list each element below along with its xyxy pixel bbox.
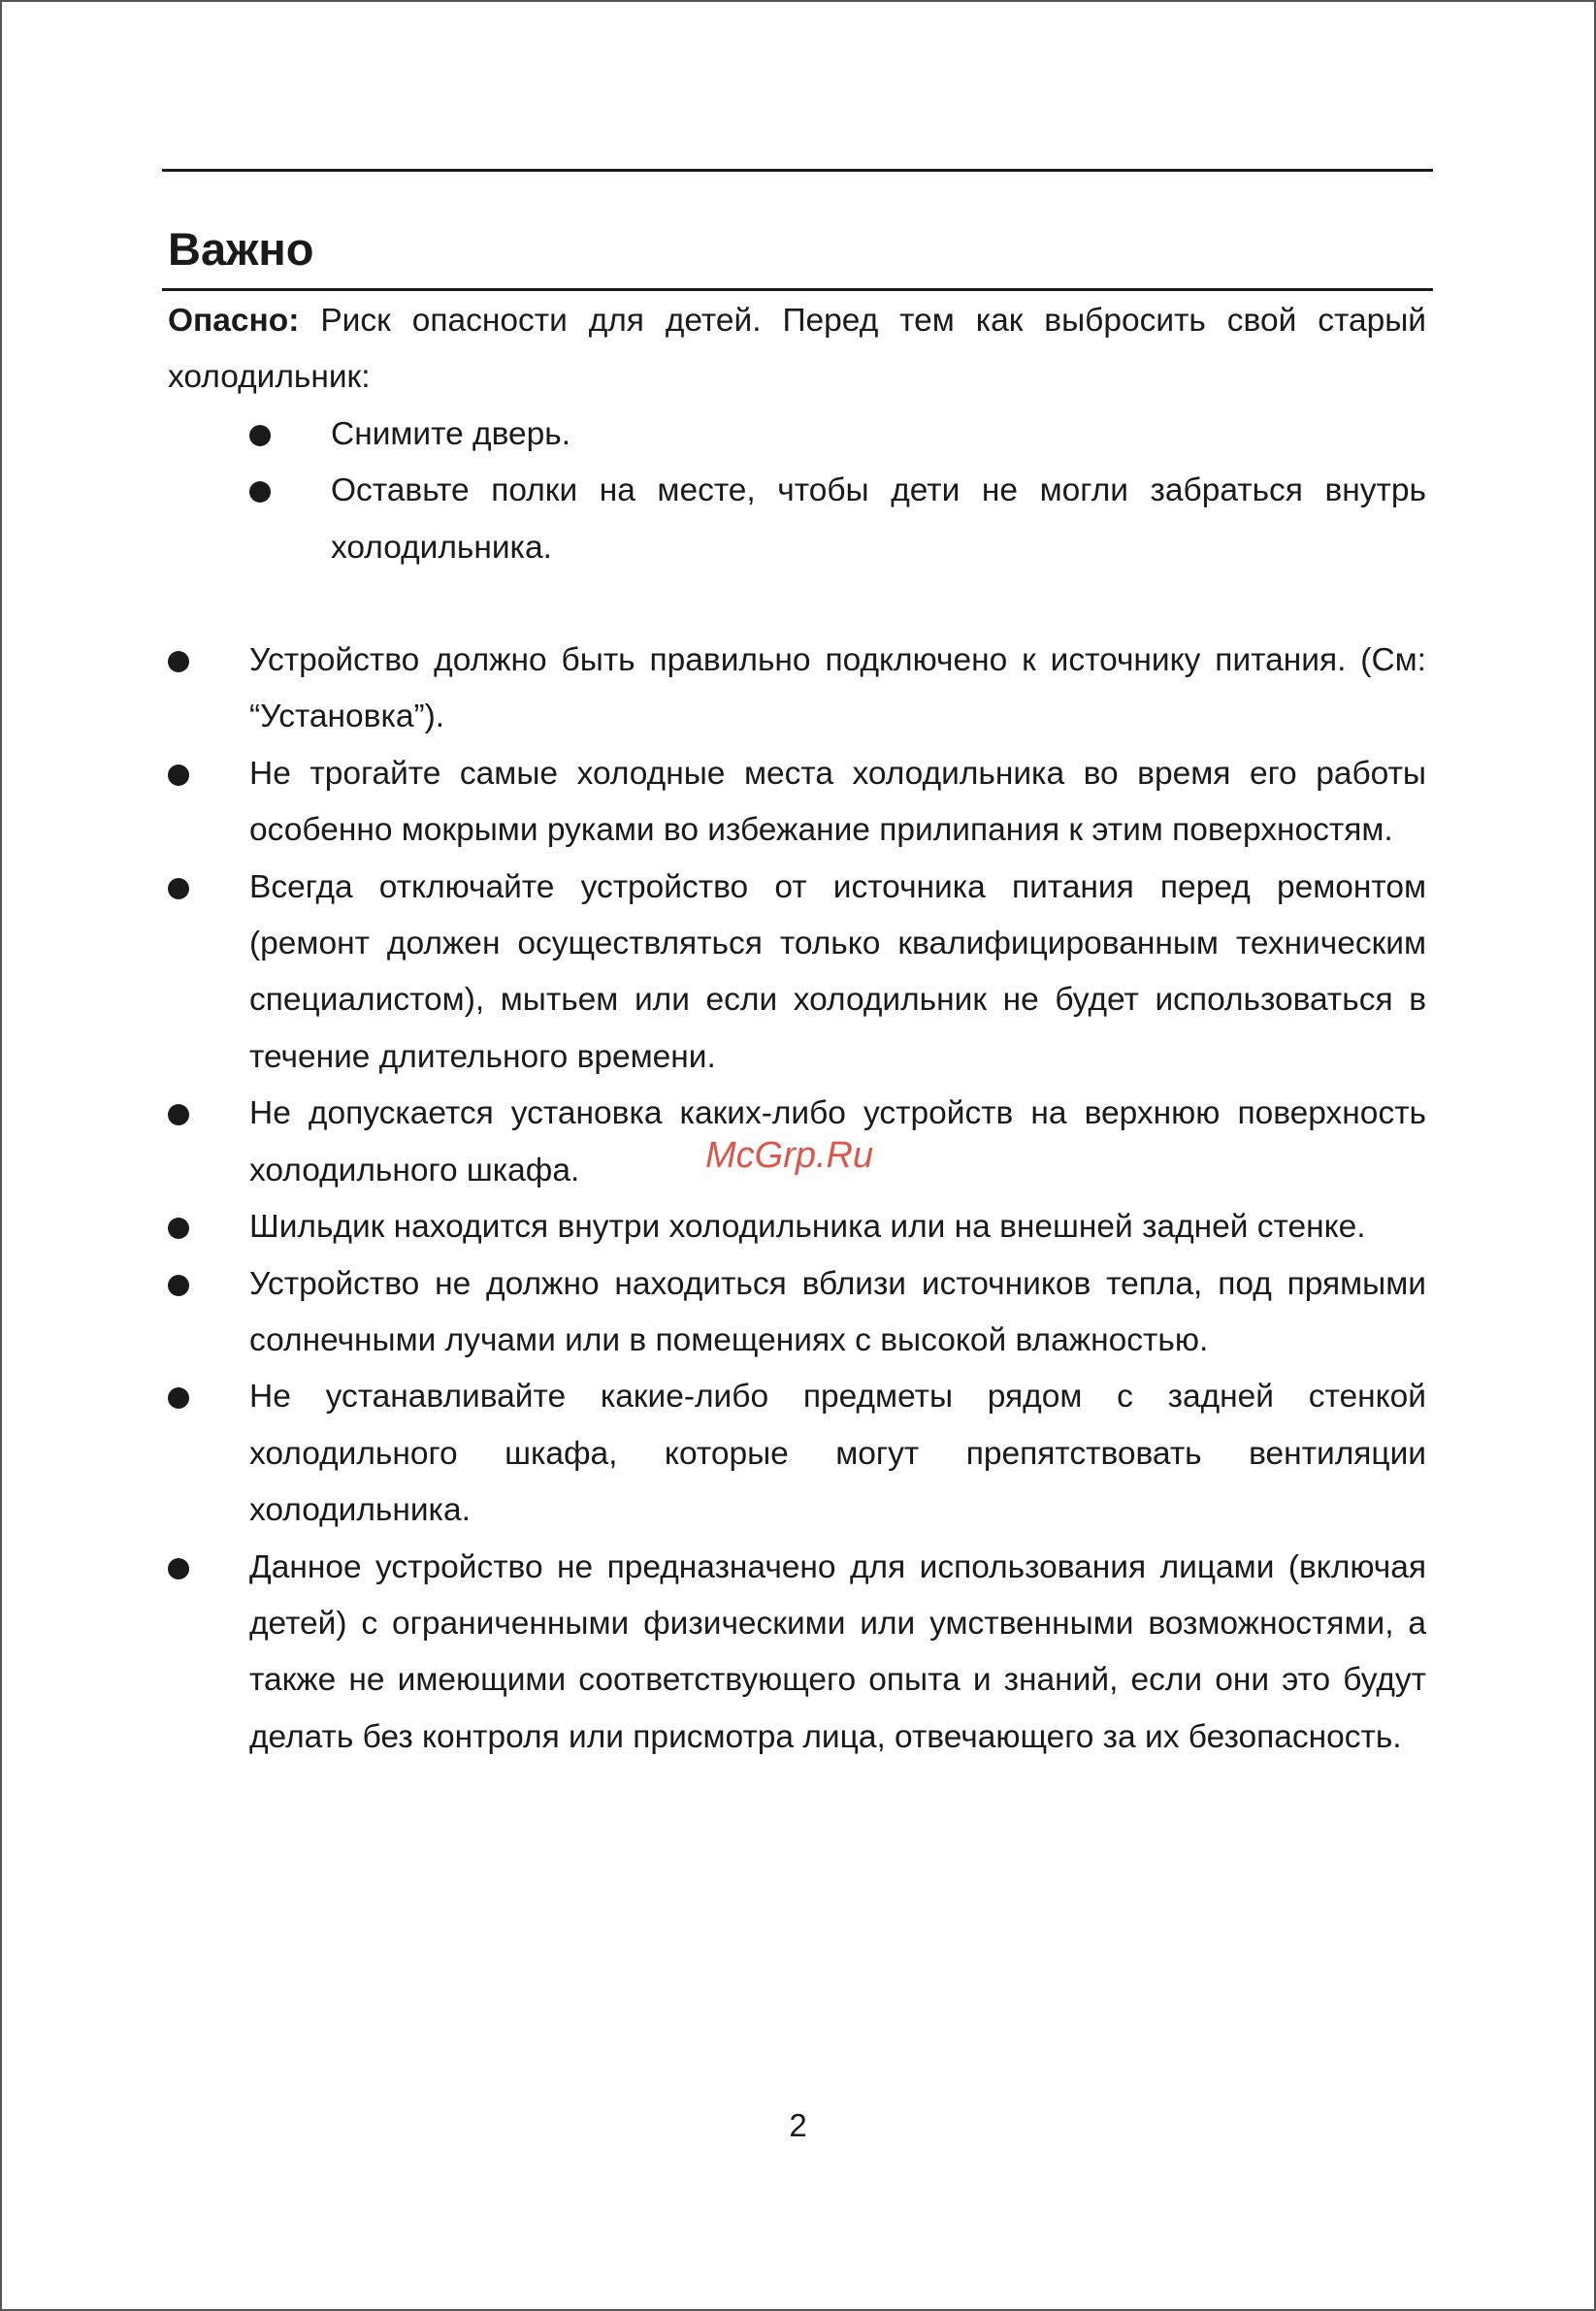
list-item-text: Не устанавливайте какие-либо предметы рядом с задней стенкой холодильного шкафа, которые могут препятствовать вентиляции холодильника. bbox=[249, 1379, 1426, 1529]
list-item-text: Устройство не должно находиться вблизи источников тепла, под прямыми солнечными лучами или в помещениях с высокой влажностью. bbox=[249, 1265, 1426, 1358]
warning-text: Риск опасности для детей. Перед тем как выбросить свой старый холодильник: bbox=[168, 303, 1426, 396]
list-item-text: Оставьте полки на месте, чтобы дети не могли забраться внутрь холодильника. bbox=[331, 472, 1426, 566]
bullet-icon bbox=[168, 1387, 189, 1409]
list-item bbox=[249, 1369, 1426, 1539]
list-item-text: Шильдик находится внутри холодильника или на внешней задней стенке. bbox=[249, 1209, 1366, 1246]
list-item-text: Не допускается установка каких-либо устройств на верхнюю поверхность холодильного шкафа. bbox=[249, 1095, 1426, 1188]
list-item-text: Устройство должно быть правильно подключено к источнику питания. (См: “Установка”). bbox=[249, 642, 1426, 735]
section-heading: Важно bbox=[168, 223, 314, 275]
safety-list bbox=[168, 633, 1426, 1766]
bullet-icon bbox=[168, 651, 189, 672]
list-item bbox=[249, 633, 1426, 746]
heading-rule bbox=[162, 288, 1433, 291]
bullet-icon bbox=[168, 1218, 189, 1239]
document-body bbox=[168, 293, 1426, 1766]
list-item bbox=[249, 1540, 1426, 1767]
list-item-text: Снимите дверь. bbox=[331, 415, 571, 452]
list-item-text: Данное устройство не предназначено для использования лицами (включая детей) с ограниченными физическими или умственными возможностями, а также не имеющими соответствующего опыта и знаний, если они это будут делать без контроля или присмотра лица, отвечающего за их безопасность. bbox=[249, 1548, 1426, 1755]
bullet-icon bbox=[249, 481, 271, 503]
bullet-icon bbox=[168, 1104, 189, 1125]
list-item bbox=[249, 746, 1426, 860]
list-item bbox=[331, 407, 1426, 463]
page-number: 2 bbox=[789, 2107, 807, 2143]
warning-paragraph bbox=[168, 293, 1426, 407]
list-item bbox=[249, 860, 1426, 1087]
list-item bbox=[249, 1199, 1426, 1255]
bullet-icon bbox=[168, 1275, 189, 1296]
bullet-icon bbox=[168, 765, 189, 786]
list-item-text: Не трогайте самые холодные места холодильника во время его работы особенно мокрыми руками во избежание прилипания к этим поверхностям. bbox=[249, 755, 1426, 849]
bullet-icon bbox=[168, 1558, 189, 1579]
disposal-steps-list bbox=[168, 407, 1426, 576]
bullet-icon bbox=[249, 425, 271, 446]
list-item bbox=[249, 1256, 1426, 1370]
top-rule bbox=[162, 169, 1433, 172]
list-item bbox=[331, 463, 1426, 576]
watermark: McGrp.Ru bbox=[705, 1135, 874, 1176]
warning-label: Опасно: bbox=[168, 303, 300, 339]
bullet-icon bbox=[168, 878, 189, 899]
list-item-text: Всегда отключайте устройство от источника питания перед ремонтом (ремонт должен осуществляться только квалифицированным техническим специалистом), мытьем или если холодильник не будет использоваться в течение длительного времени. bbox=[249, 868, 1426, 1075]
